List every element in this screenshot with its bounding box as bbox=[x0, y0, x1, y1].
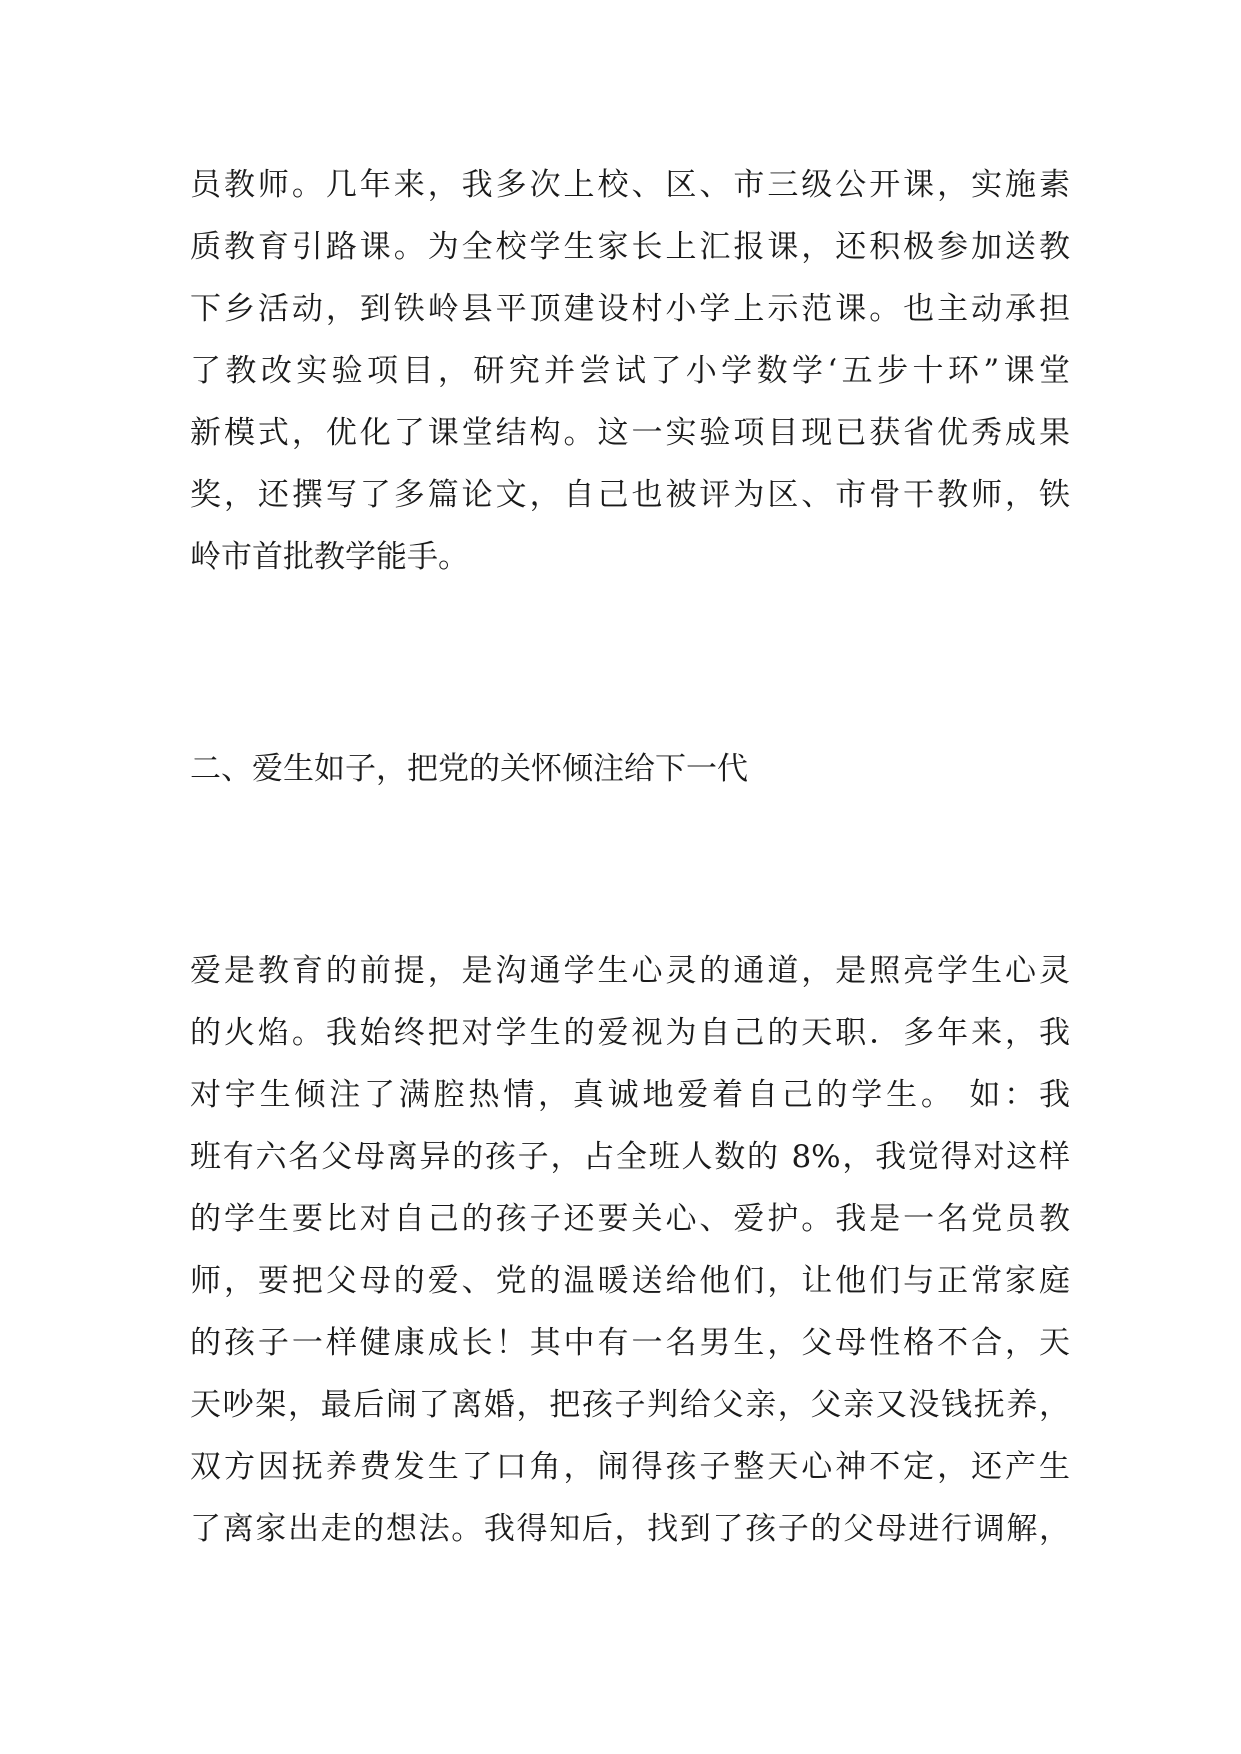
text-line: 下乡活动，到铁岭县平顶建设村小学上示范课。也主动承担 bbox=[190, 291, 1070, 327]
section-heading bbox=[190, 738, 1070, 800]
text-line: 双方因抚养费发生了口角，闹得孩子整天心神不定，还产生 bbox=[190, 1449, 1070, 1485]
text-line: 天吵架，最后闹了离婚，把孩子判给父亲，父亲又没钱抚养， bbox=[190, 1387, 1070, 1423]
text-line: 岭市首批教学能手。 bbox=[190, 539, 469, 575]
text-line: 了离家出走的想法。我得知后，找到了孩子的父母进行调解， bbox=[190, 1511, 1070, 1547]
text-line: 了教改实验项目，研究并尝试了小学数学‘五步十环”课堂 bbox=[190, 353, 1070, 389]
text-line: 员教师。几年来，我多次上校、区、市三级公开课，实施素 bbox=[190, 167, 1070, 203]
text-line: 班有六名父母离异的孩子，占全班人数的 8%，我觉得对这样 bbox=[190, 1139, 1070, 1175]
text-line: 的火焰。我始终把对学生的爱视为自己的天职．多年来，我 bbox=[190, 1015, 1070, 1051]
text-line: 质教育引路课。为全校学生家长上汇报课，还积极参加送教 bbox=[190, 229, 1070, 265]
text-line: 师，要把父母的爱、党的温暖送给他们，让他们与正常家庭 bbox=[190, 1263, 1070, 1299]
text-line: 奖，还撰写了多篇论文，自己也被评为区、市骨干教师，铁 bbox=[190, 477, 1070, 513]
paragraph-teaching-achievements bbox=[190, 154, 1070, 588]
text-line: 的孩子一样健康成长！其中有一名男生，父母性格不合，天 bbox=[190, 1325, 1070, 1361]
paragraph-love-students bbox=[190, 940, 1070, 1560]
section-heading-text: 二、爱生如子，把党的关怀倾注给下一代 bbox=[190, 751, 748, 787]
text-line: 对宇生倾注了满腔热情，真诚地爱着自己的学生。 如：我 bbox=[190, 1077, 1070, 1113]
text-line: 新模式，优化了课堂结构。这一实验项目现已获省优秀成果 bbox=[190, 415, 1070, 451]
text-line: 爱是教育的前提，是沟通学生心灵的通道，是照亮学生心灵 bbox=[190, 953, 1070, 989]
text-line: 的学生要比对自己的孩子还要关心、爱护。我是一名党员教 bbox=[190, 1201, 1070, 1237]
